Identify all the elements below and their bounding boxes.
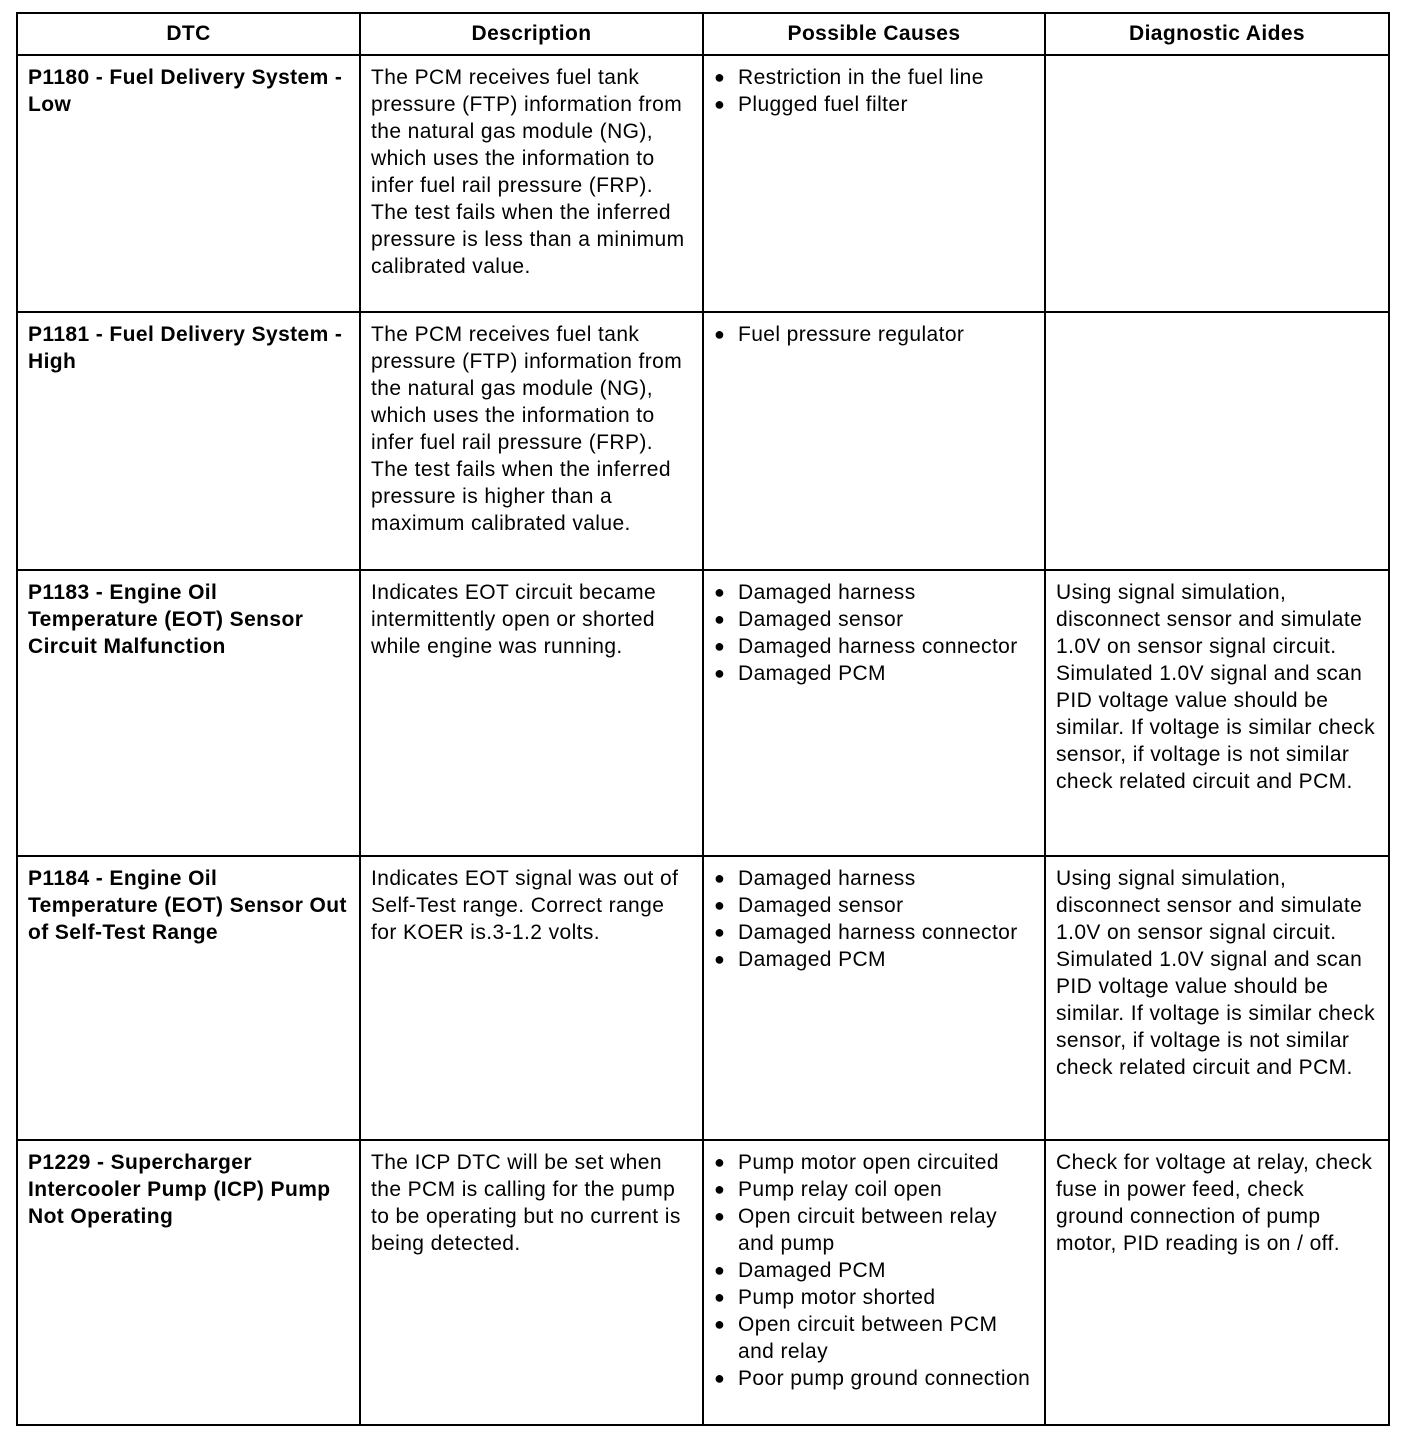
bullet-icon: ● xyxy=(714,1260,726,1280)
possible-causes-cell xyxy=(703,312,1045,570)
possible-causes-cell xyxy=(703,55,1045,312)
causes-list xyxy=(714,1149,1034,1392)
dtc-code-cell: P1180 - Fuel Delivery System - Low xyxy=(17,55,360,312)
description-cell: Indicates EOT circuit became intermittently open or shorted while engine was running. xyxy=(360,570,703,856)
bullet-icon: ● xyxy=(714,636,726,656)
causes-list xyxy=(714,579,1034,687)
list-item: ● Pump relay coil open xyxy=(714,1178,943,1201)
column-header-possible-causes: Possible Causes xyxy=(703,13,1045,55)
list-item: ● Plugged fuel filter xyxy=(714,93,908,116)
list-item: ● Damaged sensor xyxy=(714,608,904,631)
list-item: ● Restriction in the fuel line xyxy=(714,66,984,89)
table-row xyxy=(17,1140,1389,1425)
possible-causes-cell xyxy=(703,570,1045,856)
column-header-description: Description xyxy=(360,13,703,55)
list-item: ● Pump motor shorted xyxy=(714,1286,936,1309)
possible-causes-cell xyxy=(703,856,1045,1140)
list-item: ● Damaged sensor xyxy=(714,894,904,917)
table-row xyxy=(17,856,1389,1140)
diagnostic-aides-cell xyxy=(1045,55,1389,312)
list-item: ● Damaged harness xyxy=(714,867,916,890)
description-cell: The ICP DTC will be set when the PCM is calling for the pump to be operating but no current is being detected. xyxy=(360,1140,703,1425)
diagnostic-aides-cell xyxy=(1045,312,1389,570)
header-row xyxy=(17,13,1389,55)
causes-list xyxy=(714,321,1034,348)
list-item: ● Pump motor open circuited xyxy=(714,1151,999,1174)
list-item: ● Damaged harness xyxy=(714,581,916,604)
list-item: ● Open circuit between PCM and relay xyxy=(714,1313,998,1363)
table-row xyxy=(17,312,1389,570)
list-item: ● Open circuit between relay and pump xyxy=(714,1205,998,1255)
column-header-dtc: DTC xyxy=(17,13,360,55)
bullet-icon: ● xyxy=(714,609,726,629)
list-item: ● Poor pump ground connection xyxy=(714,1367,1031,1390)
list-item: ● Damaged PCM xyxy=(714,662,886,685)
dtc-code-cell: P1183 - Engine Oil Temperature (EOT) Sensor Circuit Malfunction xyxy=(17,570,360,856)
bullet-icon: ● xyxy=(714,582,726,602)
bullet-icon: ● xyxy=(714,922,726,942)
bullet-icon: ● xyxy=(714,67,726,87)
bullet-icon: ● xyxy=(714,868,726,888)
list-item: ● Fuel pressure regulator xyxy=(714,323,965,346)
description-cell: The PCM receives fuel tank pressure (FTP) information from the natural gas module (NG), which uses the information to infer fuel rail pressure (FRP). The test fails when the inferred pressure is higher than a maximum calibrated value. xyxy=(360,312,703,570)
diagnostic-aides-cell: Check for voltage at relay, check fuse in power feed, check ground connection of pump motor, PID reading is on / off. xyxy=(1045,1140,1389,1425)
list-item: ● Damaged harness connector xyxy=(714,921,1018,944)
dtc-table xyxy=(16,12,1390,1426)
bullet-icon: ● xyxy=(714,1368,726,1388)
bullet-icon: ● xyxy=(714,663,726,683)
bullet-icon: ● xyxy=(714,94,726,114)
table-row xyxy=(17,570,1389,856)
causes-list xyxy=(714,64,1034,118)
table-row xyxy=(17,55,1389,312)
bullet-icon: ● xyxy=(714,324,726,344)
list-item: ● Damaged harness connector xyxy=(714,635,1018,658)
dtc-code-cell: P1181 - Fuel Delivery System - High xyxy=(17,312,360,570)
causes-list xyxy=(714,865,1034,973)
bullet-icon: ● xyxy=(714,1314,726,1334)
possible-causes-cell xyxy=(703,1140,1045,1425)
bullet-icon: ● xyxy=(714,895,726,915)
bullet-icon: ● xyxy=(714,949,726,969)
diagnostic-aides-cell: Using signal simulation, disconnect sensor and simulate 1.0V on sensor signal circuit. Simulated 1.0V signal and scan PID voltage value should be similar. If voltage is similar check sensor, if voltage is not similar check related circuit and PCM. xyxy=(1045,856,1389,1140)
list-item: ● Damaged PCM xyxy=(714,1259,886,1282)
bullet-icon: ● xyxy=(714,1206,726,1226)
description-cell: Indicates EOT signal was out of Self-Test range. Correct range for KOER is.3-1.2 volts. xyxy=(360,856,703,1140)
description-cell: The PCM receives fuel tank pressure (FTP) information from the natural gas module (NG), which uses the information to infer fuel rail pressure (FRP). The test fails when the inferred pressure is less than a minimum calibrated value. xyxy=(360,55,703,312)
dtc-code-cell: P1184 - Engine Oil Temperature (EOT) Sensor Out of Self-Test Range xyxy=(17,856,360,1140)
diagnostic-aides-cell: Using signal simulation, disconnect sensor and simulate 1.0V on sensor signal circuit. Simulated 1.0V signal and scan PID voltage value should be similar. If voltage is similar check sensor, if voltage is not similar check related circuit and PCM. xyxy=(1045,570,1389,856)
bullet-icon: ● xyxy=(714,1287,726,1307)
column-header-diagnostic-aides: Diagnostic Aides xyxy=(1045,13,1389,55)
bullet-icon: ● xyxy=(714,1179,726,1199)
list-item: ● Damaged PCM xyxy=(714,948,886,971)
bullet-icon: ● xyxy=(714,1152,726,1172)
dtc-code-cell: P1229 - Supercharger Intercooler Pump (ICP) Pump Not Operating xyxy=(17,1140,360,1425)
